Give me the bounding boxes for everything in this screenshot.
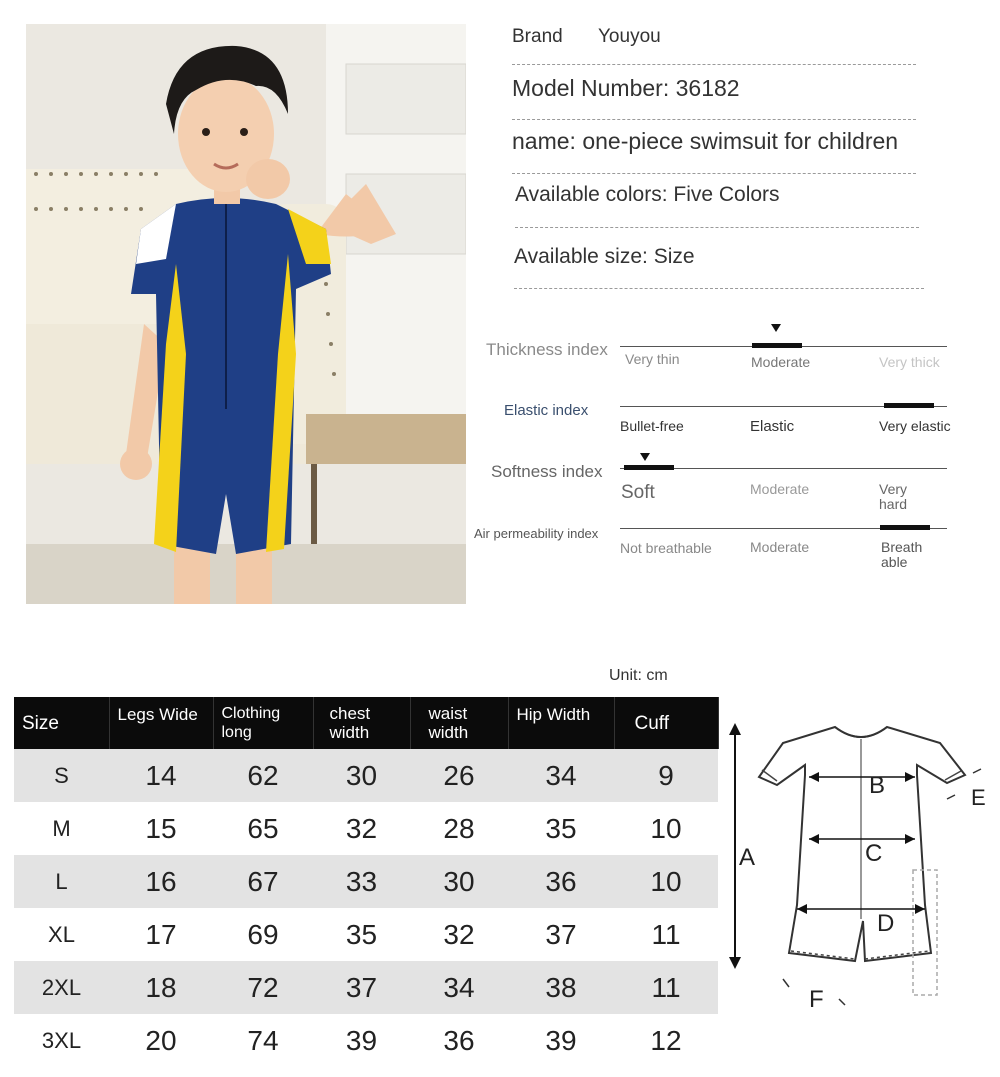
- cell-waist-width: 26: [410, 749, 508, 802]
- table-row: [14, 961, 718, 1014]
- diagram-label-c: C: [865, 840, 883, 867]
- index-option: Breath able: [881, 539, 923, 570]
- cell-cuff: 11: [614, 961, 718, 1014]
- cell-clothing-long: 65: [213, 802, 313, 855]
- cell-waist-width: 34: [410, 961, 508, 1014]
- header-chest-width: chest width: [313, 697, 410, 749]
- cell-legs-wide: 20: [109, 1014, 213, 1067]
- header-waist-width: waist width: [410, 697, 508, 749]
- available-size: Available size: Size: [514, 245, 695, 268]
- model-number: Model Number: 36182: [512, 75, 740, 101]
- cell-waist-width: 32: [410, 908, 508, 961]
- index-option: Very thick: [879, 354, 940, 370]
- cell-chest-width: 32: [313, 802, 410, 855]
- cell-cuff: 10: [614, 855, 718, 908]
- table-row: [14, 1014, 718, 1067]
- cell-chest-width: 37: [313, 961, 410, 1014]
- table-row: [14, 749, 718, 802]
- thickness-index: [0, 322, 1000, 382]
- cell-clothing-long: 62: [213, 749, 313, 802]
- cell-legs-wide: 15: [109, 802, 213, 855]
- table-row: [14, 908, 718, 961]
- index-selected-bar: [624, 465, 674, 470]
- cell-legs-wide: 17: [109, 908, 213, 961]
- index-label: Elastic index: [504, 402, 589, 419]
- diagram-label-d: D: [877, 910, 895, 937]
- measurement-diagram: [725, 715, 995, 1020]
- table-row: [14, 802, 718, 855]
- cell-cuff: 12: [614, 1014, 718, 1067]
- cell-hip-width: 39: [508, 1014, 614, 1067]
- index-option: Very thin: [625, 351, 680, 367]
- cell-hip-width: 34: [508, 749, 614, 802]
- product-name: name: one-piece swimsuit for children: [512, 128, 899, 154]
- cell-chest-width: 33: [313, 855, 410, 908]
- header-legs-wide: Legs Wide: [109, 697, 213, 749]
- diagram-label-b: B: [869, 772, 886, 799]
- cell-cuff: 11: [614, 908, 718, 961]
- cell-size: 2XL: [14, 961, 109, 1014]
- header-clothing-long: Clothing long: [213, 697, 313, 749]
- unit-label: Unit: cm: [609, 667, 668, 684]
- index-option: Moderate: [750, 539, 810, 555]
- index-selected-bar: [752, 343, 802, 348]
- cell-waist-width: 28: [410, 802, 508, 855]
- cell-waist-width: 30: [410, 855, 508, 908]
- cell-hip-width: 35: [508, 802, 614, 855]
- table-header-row: [14, 697, 718, 749]
- index-option: Elastic: [750, 418, 795, 435]
- index-label: Air permeability index: [474, 526, 599, 541]
- header-hip-width: Hip Width: [508, 697, 614, 749]
- header-size: Size: [14, 697, 109, 749]
- cell-cuff: 9: [614, 749, 718, 802]
- available-colors: Available colors: Five Colors: [515, 183, 780, 206]
- air-permeability-index: [0, 504, 1000, 570]
- index-label: Thickness index: [486, 340, 608, 359]
- brand-key: Brand: [512, 26, 563, 47]
- cell-legs-wide: 14: [109, 749, 213, 802]
- cell-chest-width: 30: [313, 749, 410, 802]
- cell-waist-width: 36: [410, 1014, 508, 1067]
- index-option: Very hard: [879, 481, 908, 512]
- index-selected-bar: [884, 403, 934, 408]
- header-cuff: Cuff: [614, 697, 718, 749]
- cell-hip-width: 36: [508, 855, 614, 908]
- cell-chest-width: 35: [313, 908, 410, 961]
- selected-marker-icon: [771, 324, 781, 332]
- elastic-index: [0, 382, 1000, 442]
- index-option: Very elastic: [879, 418, 951, 434]
- index-option: Moderate: [751, 354, 811, 370]
- index-selected-bar: [880, 525, 930, 530]
- cell-legs-wide: 16: [109, 855, 213, 908]
- cell-hip-width: 38: [508, 961, 614, 1014]
- index-option: Moderate: [750, 481, 810, 497]
- size-table: [14, 697, 719, 1067]
- cell-clothing-long: 69: [213, 908, 313, 961]
- cell-size: S: [14, 749, 109, 802]
- cell-chest-width: 39: [313, 1014, 410, 1067]
- cell-size: M: [14, 802, 109, 855]
- index-option: Bullet-free: [620, 418, 684, 434]
- diagram-label-e: E: [971, 785, 986, 810]
- cell-size: XL: [14, 908, 109, 961]
- table-row: [14, 855, 718, 908]
- cell-legs-wide: 18: [109, 961, 213, 1014]
- diagram-label-f: F: [809, 986, 824, 1013]
- diagram-label-a: A: [739, 844, 756, 871]
- index-label: Softness index: [491, 462, 603, 481]
- index-option: Soft: [621, 482, 655, 503]
- cell-size: 3XL: [14, 1014, 109, 1067]
- brand-value: Youyou: [598, 26, 661, 47]
- index-option: Not breathable: [620, 540, 712, 556]
- cell-clothing-long: 74: [213, 1014, 313, 1067]
- cell-cuff: 10: [614, 802, 718, 855]
- cell-clothing-long: 67: [213, 855, 313, 908]
- cell-clothing-long: 72: [213, 961, 313, 1014]
- softness-index: [0, 444, 1000, 512]
- cell-size: L: [14, 855, 109, 908]
- selected-marker-icon: [640, 453, 650, 461]
- cell-hip-width: 37: [508, 908, 614, 961]
